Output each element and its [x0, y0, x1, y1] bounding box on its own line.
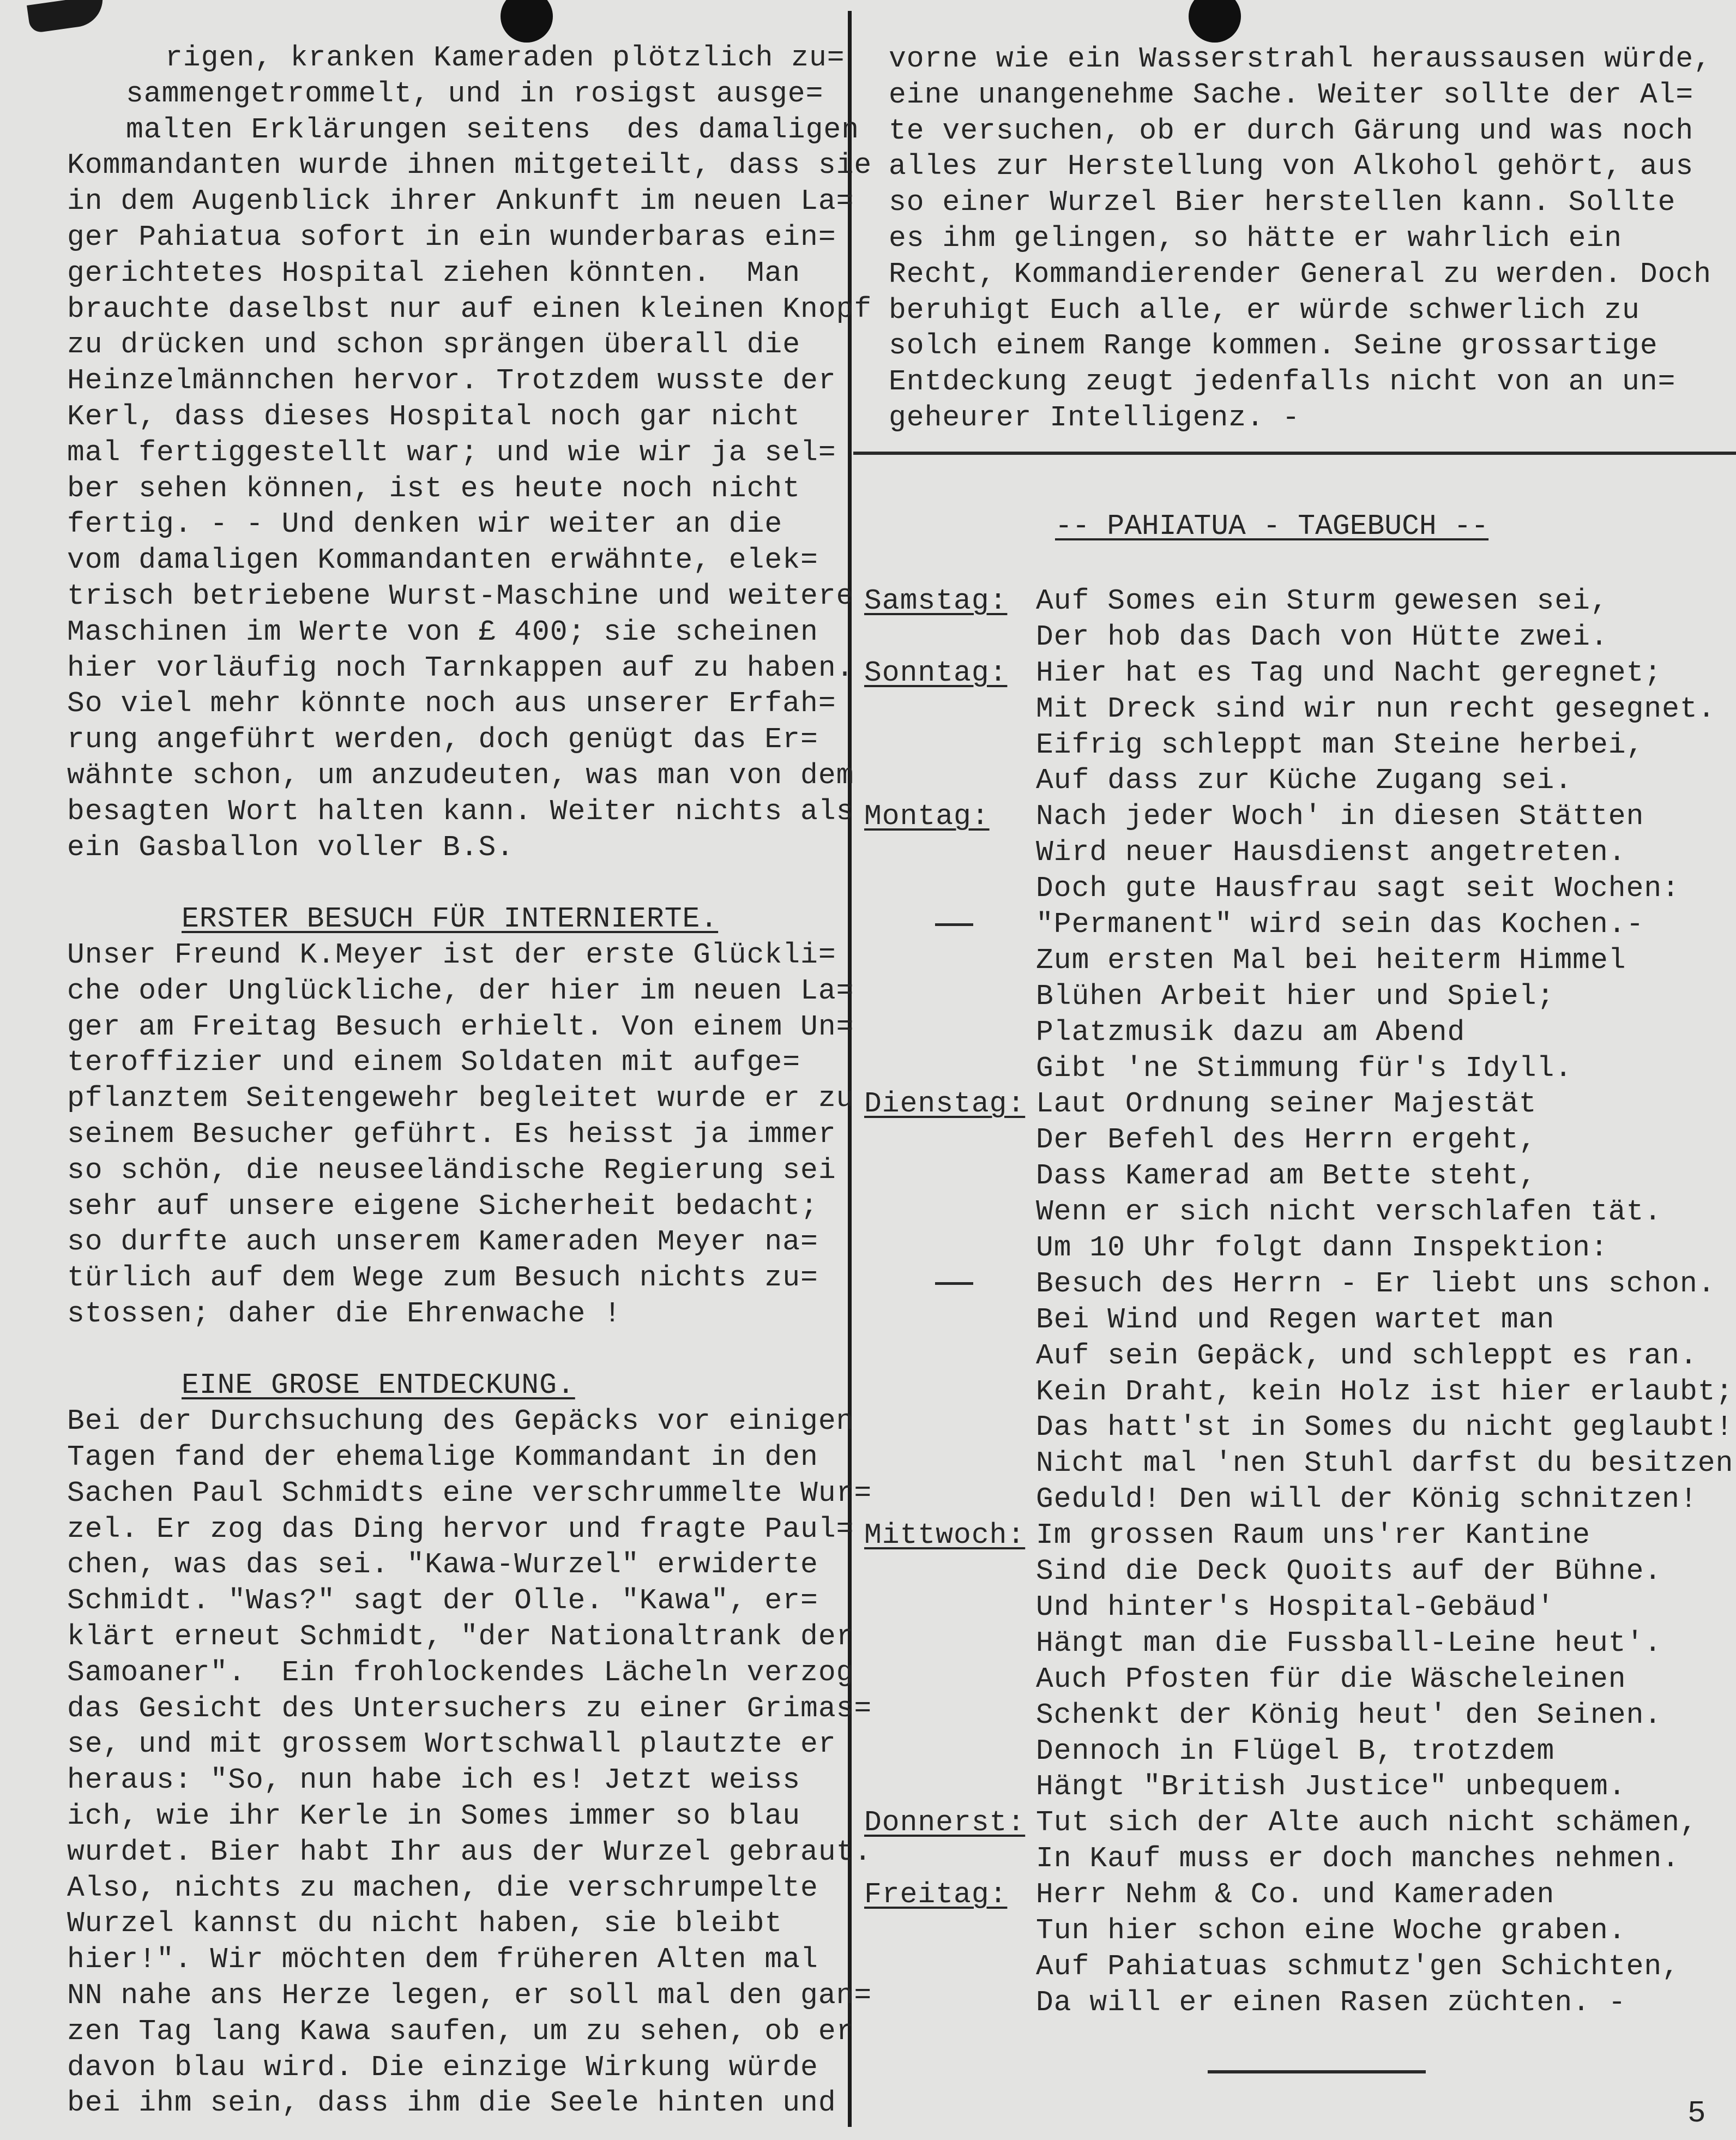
text-line: brauchte daselbst nur auf einen kleinen Knopf: [67, 292, 872, 326]
diary-day: [864, 728, 1036, 764]
text-line: Recht, Kommandierender General zu werden. Doch: [889, 257, 1712, 291]
text-line: rigen, kranken Kameraden plötzlich zu=: [165, 41, 845, 74]
diary-line: [864, 763, 1733, 799]
dash-mark: [935, 1282, 973, 1285]
diary-line: [864, 1590, 1733, 1626]
diary-line: [864, 620, 1733, 656]
diary-verse: Im grossen Raum uns'rer Kantine: [1036, 1519, 1590, 1552]
diary-line: [864, 1015, 1733, 1051]
diary-verse: Das hatt'st in Somes du nicht geglaubt!: [1036, 1411, 1734, 1444]
diary-line: [864, 1194, 1733, 1230]
text-line: trisch betriebene Wurst-Maschine und weitere: [67, 579, 854, 612]
diary-verse: Bei Wind und Regen wartet man: [1036, 1303, 1555, 1336]
diary-verse: Auf sein Gepäck, und schleppt es ran.: [1036, 1339, 1698, 1372]
page-number: 5: [1687, 2096, 1706, 2131]
diary-line: [864, 1086, 1733, 1122]
text-line: Schmidt. "Was?" sagt der Olle. "Kawa", er=: [67, 1584, 818, 1618]
section-heading: EINE GROSE ENTDECKUNG.: [182, 1369, 575, 1402]
text-line: Kerl, dass dieses Hospital noch gar nicht: [67, 400, 801, 433]
diary-day: [864, 1230, 1036, 1266]
diary-day: [864, 1302, 1036, 1338]
text-line: Heinzelmännchen hervor. Trotzdem wusste der: [67, 364, 836, 398]
diary-day: [864, 1985, 1036, 2021]
text-line: sehr auf unsere eigene Sicherheit bedacht;: [67, 1189, 818, 1223]
diary-line: [864, 1877, 1733, 1913]
diary-line: [864, 1158, 1733, 1194]
section-heading: ERSTER BESUCH FÜR INTERNIERTE.: [182, 903, 719, 936]
diary-day-label: Freitag:: [864, 1878, 1008, 1911]
text-line: hier!". Wir möchten dem früheren Alten mal: [67, 1943, 818, 1976]
dash-mark: [935, 923, 973, 926]
text-line: Entdeckung zeugt jedenfalls nicht von an un=: [889, 365, 1676, 399]
text-line: wähnte schon, um anzudeuten, was man von dem: [67, 759, 854, 792]
text-line: wurdet. Bier habt Ihr aus der Wurzel gebraut.: [67, 1835, 872, 1868]
diary-day: [864, 871, 1036, 907]
text-line: seinem Besucher geführt. Es heisst ja immer: [67, 1117, 836, 1151]
diary-verse: Um 10 Uhr folgt dann Inspektion:: [1036, 1231, 1608, 1265]
diary-day: [864, 835, 1036, 871]
diary-day: [864, 1554, 1036, 1590]
diary-verse: Herr Nehm & Co. und Kameraden: [1036, 1878, 1555, 1911]
text-line: teroffizier und einem Soldaten mit aufge=: [67, 1046, 801, 1079]
text-line: das Gesicht des Untersuchers zu einer Grimas=: [67, 1692, 872, 1725]
diary-line: [864, 1626, 1733, 1662]
diary-day-label: Donnerst:: [864, 1806, 1026, 1840]
text-line: zu drücken und schon sprängen überall die: [67, 328, 801, 362]
diary-day: [864, 1698, 1036, 1734]
diary-verse: Dennoch in Flügel B, trotzdem: [1036, 1734, 1555, 1768]
diary-line: [864, 1266, 1733, 1302]
diary-verse: Der hob das Dach von Hütte zwei.: [1036, 620, 1608, 653]
diary-verse: Nicht mal 'nen Stuhl darfst du besitzen: [1036, 1447, 1734, 1480]
diary-line: [864, 1446, 1733, 1482]
diary-day: [864, 907, 1036, 943]
diary-verse: Hängt "British Justice" unbequem.: [1036, 1770, 1626, 1804]
diary-verse: Tun hier schon eine Woche graben.: [1036, 1914, 1626, 1947]
text-line: eine unangenehme Sache. Weiter sollte der Al=: [889, 78, 1694, 111]
diary-day: [864, 1158, 1036, 1194]
text-line: Unser Freund K.Meyer ist der erste Glückli=: [67, 938, 836, 971]
diary-verse: Platzmusik dazu am Abend: [1036, 1015, 1466, 1049]
text-line: vom damaligen Kommandanten erwähnte, elek=: [67, 544, 818, 577]
diary-day: [864, 1626, 1036, 1662]
text-line: [67, 865, 872, 901]
diary-verse: Laut Ordnung seiner Majestät: [1036, 1087, 1537, 1121]
diary-day: [864, 1374, 1036, 1410]
diary-day: [864, 1913, 1036, 1949]
diary-verse: Tut sich der Alte auch nicht schämen,: [1036, 1806, 1698, 1840]
diary-line: [864, 1985, 1733, 2021]
diary-day: [864, 1015, 1036, 1051]
diary-line: [864, 1302, 1733, 1338]
diary-line: [864, 1518, 1733, 1554]
diary-verse: Kein Draht, kein Holz ist hier erlaubt;: [1036, 1375, 1734, 1408]
diary-day: [864, 1518, 1036, 1554]
diary-line: [864, 1122, 1733, 1158]
diary-verse: Geduld! Den will der König schnitzen!: [1036, 1483, 1698, 1516]
text-line: zel. Er zog das Ding hervor und fragte Paul=: [67, 1512, 854, 1546]
diary-verse: Auf Somes ein Sturm gewesen sei,: [1036, 585, 1608, 617]
diary-verse: Nach jeder Woch' in diesen Stätten: [1036, 800, 1644, 833]
diary-verse: Hängt man die Fussball-Leine heut'.: [1036, 1626, 1662, 1660]
text-line: pflanztem Seitengewehr begleitet wurde er zu: [67, 1082, 854, 1115]
diary-day: [864, 1051, 1036, 1087]
diary-line: [864, 1841, 1733, 1877]
text-line: se, und mit grossem Wortschwall plautzte er: [67, 1728, 836, 1761]
diary-day-label: Mittwoch:: [864, 1519, 1026, 1552]
text-line: so einer Wurzel Bier herstellen kann. Sollte: [889, 186, 1676, 219]
text-line: besagten Wort halten kann. Weiter nichts als: [67, 795, 854, 828]
text-line: hier vorläufig noch Tarnkappen auf zu haben.: [67, 651, 854, 684]
diary-day: [864, 656, 1036, 692]
diary-verse: Wenn er sich nicht verschlafen tät.: [1036, 1195, 1662, 1229]
text-line: türlich auf dem Wege zum Besuch nichts zu=: [67, 1261, 818, 1295]
diary-day-label: Sonntag:: [864, 656, 1008, 689]
text-line: so schön, die neuseeländische Regierung sei: [67, 1153, 836, 1187]
text-line: bei ihm sein, dass ihm die Seele hinten und: [67, 2087, 836, 2120]
diary-day: [864, 584, 1036, 620]
section-divider: [853, 452, 1736, 455]
text-line: zen Tag lang Kawa saufen, um zu sehen, ob er: [67, 2015, 854, 2048]
diary-verse: Dass Kamerad am Bette steht,: [1036, 1159, 1537, 1193]
diary-day: [864, 979, 1036, 1015]
text-line: es ihm gelingen, so hätte er wahrlich ein: [889, 221, 1623, 255]
text-line: Also, nichts zu machen, die verschrumpelte: [67, 1871, 818, 1904]
diary-verse: Auf dass zur Küche Zugang sei.: [1036, 764, 1573, 797]
diary-day: [864, 799, 1036, 835]
diary-line: [864, 799, 1733, 835]
diary-day-label: Samstag:: [864, 585, 1008, 617]
diary-day: [864, 1266, 1036, 1302]
diary-day-label: Montag:: [864, 800, 990, 833]
diary-verse: In Kauf muss er doch manches nehmen.: [1036, 1842, 1680, 1875]
diary-verse: Der Befehl des Herrn ergeht,: [1036, 1123, 1537, 1157]
diary-verse: Eifrig schleppt man Steine herbei,: [1036, 728, 1644, 761]
text-line: malten Erklärungen seitens des damaligen: [126, 113, 860, 146]
diary-verse: Doch gute Hausfrau sagt seit Wochen:: [1036, 872, 1680, 905]
text-line: klärt erneut Schmidt, "der Nationaltrank der: [67, 1620, 854, 1654]
punch-hole-left: [501, 0, 553, 43]
text-line: Bei der Durchsuchung des Gepäcks vor einigen: [67, 1405, 854, 1438]
diary-line: [864, 1769, 1733, 1805]
text-line: heraus: "So, nun habe ich es! Jetzt weiss: [67, 1764, 801, 1797]
diary-line: [864, 1554, 1733, 1590]
diary-line: [864, 1949, 1733, 1985]
diary-title-text: -- PAHIATUA - TAGEBUCH --: [1055, 510, 1489, 543]
diary-line: [864, 1482, 1733, 1518]
text-line: davon blau wird. Die einzige Wirkung würde: [67, 2051, 818, 2084]
text-line: ein Gasballon voller B.S.: [67, 831, 515, 864]
diary-line: [864, 871, 1733, 907]
diary-line: [864, 1338, 1733, 1374]
text-line: solch einem Range kommen. Seine grossartige: [889, 329, 1658, 363]
diary-day: [864, 1841, 1036, 1877]
diary-line: [864, 943, 1733, 979]
punch-hole-right: [1189, 0, 1241, 43]
diary-day: [864, 1590, 1036, 1626]
diary-poem: [864, 584, 1733, 2021]
diary-verse: Auch Pfosten für die Wäscheleinen: [1036, 1662, 1626, 1696]
text-line: NN nahe ans Herze legen, er soll mal den gan=: [67, 1979, 872, 2012]
diary-day: [864, 1446, 1036, 1482]
diary-line: [864, 584, 1733, 620]
diary-verse: Mit Dreck sind wir nun recht gesegnet.: [1036, 692, 1716, 725]
diary-verse: Schenkt der König heut' den Seinen.: [1036, 1698, 1662, 1732]
text-line: in dem Augenblick ihrer Ankunft im neuen La=: [67, 185, 854, 218]
text-line: So viel mehr könnte noch aus unserer Erfah=: [67, 687, 836, 720]
diary-line: [864, 1805, 1733, 1841]
diary-line: [864, 1698, 1733, 1734]
diary-day: [864, 1482, 1036, 1518]
text-line: beruhigt Euch alle, er würde schwerlich zu: [889, 293, 1640, 327]
end-rule: [1208, 2070, 1426, 2073]
diary-line: [864, 656, 1733, 692]
diary-title: [1055, 508, 1488, 544]
ink-blot: [27, 0, 106, 33]
diary-day: [864, 1949, 1036, 1985]
diary-line: [864, 1410, 1733, 1446]
text-line: chen, was das sei. "Kawa-Wurzel" erwiderte: [67, 1548, 818, 1582]
text-line: che oder Unglückliche, der hier im neuen La=: [67, 974, 854, 1007]
diary-day: [864, 1410, 1036, 1446]
text-line: ich, wie ihr Kerle in Somes immer so blau: [67, 1800, 801, 1833]
diary-verse: Und hinter's Hospital-Gebäud': [1036, 1590, 1555, 1624]
diary-verse: Besuch des Herrn - Er liebt uns schon.: [1036, 1267, 1716, 1300]
right-column-article: [889, 41, 1711, 436]
diary-line: [864, 1662, 1733, 1698]
diary-line: [864, 1230, 1733, 1266]
text-line: Wurzel kannst du nicht haben, sie bleibt: [67, 1907, 783, 1940]
diary-day: [864, 1338, 1036, 1374]
diary-line: [864, 979, 1733, 1015]
diary-day: [864, 620, 1036, 656]
diary-day: [864, 1769, 1036, 1805]
text-line: ger Pahiatua sofort in ein wunderbaras ein=: [67, 220, 836, 254]
diary-day: [864, 763, 1036, 799]
text-line: [67, 1332, 872, 1368]
text-line: Tagen fand der ehemalige Kommandant in den: [67, 1441, 818, 1474]
diary-line: [864, 1913, 1733, 1949]
diary-verse: Sind die Deck Quoits auf der Bühne.: [1036, 1555, 1662, 1588]
diary-day: [864, 1662, 1036, 1698]
diary-line: [864, 1734, 1733, 1770]
text-line: te versuchen, ob er durch Gärung und was noch: [889, 114, 1694, 147]
text-line: ber sehen können, ist es heute noch nicht: [67, 472, 801, 505]
diary-day: [864, 1734, 1036, 1770]
diary-verse: Da will er einen Rasen züchten. -: [1036, 1986, 1626, 2019]
text-line: Samoaner". Ein frohlockendes Lächeln verzog: [67, 1656, 854, 1689]
text-line: Sachen Paul Schmidts eine verschrummelte Wur=: [67, 1476, 872, 1510]
text-line: sammengetrommelt, und in rosigst ausge=: [126, 77, 824, 110]
diary-day: [864, 943, 1036, 979]
text-line: fertig. - - Und denken wir weiter an die: [67, 508, 783, 541]
diary-line: [864, 1051, 1733, 1087]
diary-line: [864, 1374, 1733, 1410]
diary-verse: Zum ersten Mal bei heiterm Himmel: [1036, 943, 1626, 977]
text-line: ger am Freitag Besuch erhielt. Von einem Un=: [67, 1010, 854, 1043]
diary-verse: Wird neuer Hausdienst angetreten.: [1036, 836, 1626, 869]
diary-day-label: Dienstag:: [864, 1087, 1026, 1121]
text-line: so durfte auch unserem Kameraden Meyer na=: [67, 1225, 818, 1259]
diary-verse: "Permanent" wird sein das Kochen.-: [1036, 908, 1644, 941]
text-line: vorne wie ein Wasserstrahl heraussausen würde,: [889, 43, 1712, 75]
diary-day: [864, 1805, 1036, 1841]
diary-verse: Gibt 'ne Stimmung für's Idyll.: [1036, 1051, 1573, 1085]
diary-day: [864, 1086, 1036, 1122]
text-line: mal fertiggestellt war; und wie wir ja sel=: [67, 436, 836, 469]
text-line: gerichtetes Hospital ziehen könnten. Man: [67, 256, 801, 290]
left-column: [67, 40, 872, 2121]
diary-verse: Auf Pahiatuas schmutz'gen Schichten,: [1036, 1950, 1680, 1983]
text-line: Maschinen im Werte von £ 400; sie scheinen: [67, 615, 818, 648]
text-line: Kommandanten wurde ihnen mitgeteilt, dass sie: [67, 149, 872, 182]
diary-day: [864, 692, 1036, 728]
text-line: stossen; daher die Ehrenwache !: [67, 1297, 622, 1330]
text-line: geheurer Intelligenz. -: [889, 401, 1300, 434]
diary-day: [864, 1122, 1036, 1158]
diary-day: [864, 1194, 1036, 1230]
diary-line: [864, 728, 1733, 764]
diary-line: [864, 907, 1733, 943]
diary-day: [864, 1877, 1036, 1913]
text-line: alles zur Herstellung von Alkohol gehört, aus: [889, 150, 1694, 183]
diary-line: [864, 692, 1733, 728]
text-line: rung angeführt werden, doch genügt das Er=: [67, 723, 818, 756]
diary-verse: Hier hat es Tag und Nacht geregnet;: [1036, 656, 1662, 689]
diary-line: [864, 835, 1733, 871]
diary-verse: Blühen Arbeit hier und Spiel;: [1036, 979, 1555, 1013]
